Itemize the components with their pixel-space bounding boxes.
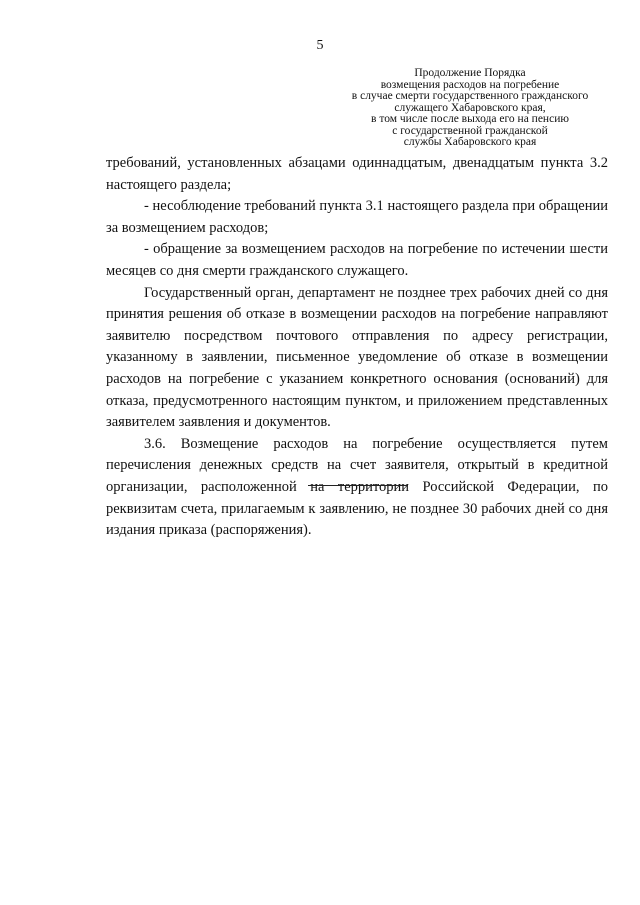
paragraph-list-item: - обращение за возмещением расходов на погребение по истечении шести месяцев со дня смерти гражданского служащего. <box>106 241 608 279</box>
paragraph-refusal-notice: Государственный орган, департамент не позднее трех рабочих дней со дня принятия решения об отказе в возмещении расходов на погребение направляют заявителю посредством почтового отправления по адресу регистрации, указанному в заявлении, письменное уведомление об отказе в возмещении расходов на погребение с указанием конкретного основания (оснований) для отказа, предусмотренного настоящим пунктом, и приложением представленных заявителем заявления и документов. <box>106 284 608 431</box>
header-line: службы Хабаровского края <box>403 136 537 148</box>
header-line: Продолжение Порядка <box>414 67 526 79</box>
header-line: возмещения расходов на погребение <box>380 78 560 91</box>
page-number: 5 <box>316 38 324 53</box>
header-line: служащего Хабаровского края, <box>394 101 546 114</box>
document-header <box>320 68 620 149</box>
paragraph-continuation: требований, установленных абзацами одиннадцатым, двенадцатым пункта 3.2 настоящего раздела; <box>106 155 608 193</box>
end-divider <box>308 485 408 486</box>
header-line: с государственной гражданской <box>392 124 548 137</box>
document-body <box>106 153 608 542</box>
header-line: в том числе после выхода его на пенсию <box>371 113 569 125</box>
paragraph-section-3-6: 3.6. Возмещение расходов на погребение осуществляется путем перечисления денежных средств на счет заявителя, открытый в кредитной организации, расположенной на территории Российской Федерации, по реквизитам счета, прилагаемым к заявлению, не позднее 30 рабочих дней со дня издания приказа (распоряжения). <box>106 435 608 539</box>
paragraph-list-item: - несоблюдение требований пункта 3.1 настоящего раздела при обращении за возмещением расходов; <box>106 198 608 236</box>
header-line: в случае смерти государственного гражданского <box>351 90 589 102</box>
